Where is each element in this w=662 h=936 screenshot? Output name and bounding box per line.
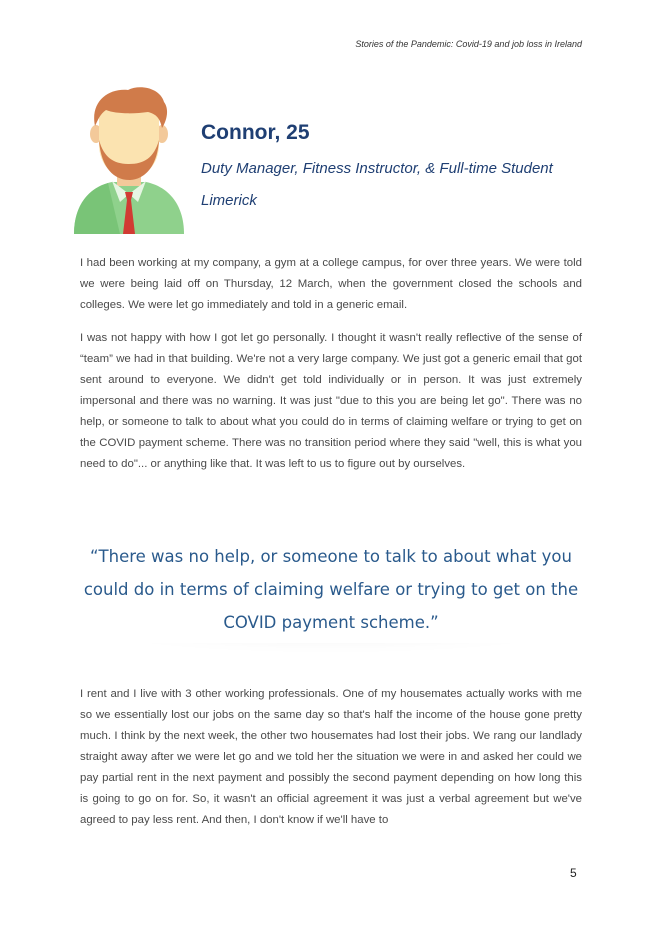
- pull-quote: “There was no help, or someone to talk to about what you could do in terms of claiming welfare or trying to get on the COVID payment scheme.”: [82, 540, 580, 643]
- page-number: 5: [570, 866, 577, 880]
- running-header: Stories of the Pandemic: Covid-19 and job loss in Ireland: [355, 39, 582, 49]
- profile-location: Limerick: [201, 192, 257, 209]
- profile-role: Duty Manager, Fitness Instructor, & Full-time Student: [201, 160, 553, 177]
- paragraph-1: I had been working at my company, a gym at a college campus, for over three years. We were told we were being laid off on Thursday, 12 March, when the government closed the schools and colleges. We were let go immediately and told in a generic email.: [80, 257, 582, 311]
- profile-name: Connor, 25: [201, 121, 310, 144]
- paragraph-3: I rent and I live with 3 other working professionals. One of my housemates actually works with me so we essentially lost our jobs on the same day so that's half the income of the house gone pretty much. I think by the next week, the other two housemates had lost their jobs. We rang our landlady straight away after we were let go and we told her the situation we were in and asked her could we pay partial rent in the next payment and possibly the second payment depending on how long this is going to go on for. So, it wasn't an official agreement it was just a verbal agreement but we've agreed to pay less rent. And then, I don't know if we'll have to: [80, 688, 582, 826]
- paragraph-2: I was not happy with how I got let go personally. I thought it wasn't really reflective of the sense of “team” we had in that building. We're not a very large company. We just got a generic email that got sent around to everyone. We didn't get told individually or in person. It was just extremely impersonal and there was no warning. It was just "due to this you are being let go". There was no help, or someone to talk to about what you could do in terms of claiming welfare or trying to get on the COVID payment scheme. There was no transition period where they said "well, this is what you need to do"... or anything like that. It was left to us to figure out by ourselves.: [80, 332, 582, 470]
- man-avatar-icon: [68, 84, 190, 234]
